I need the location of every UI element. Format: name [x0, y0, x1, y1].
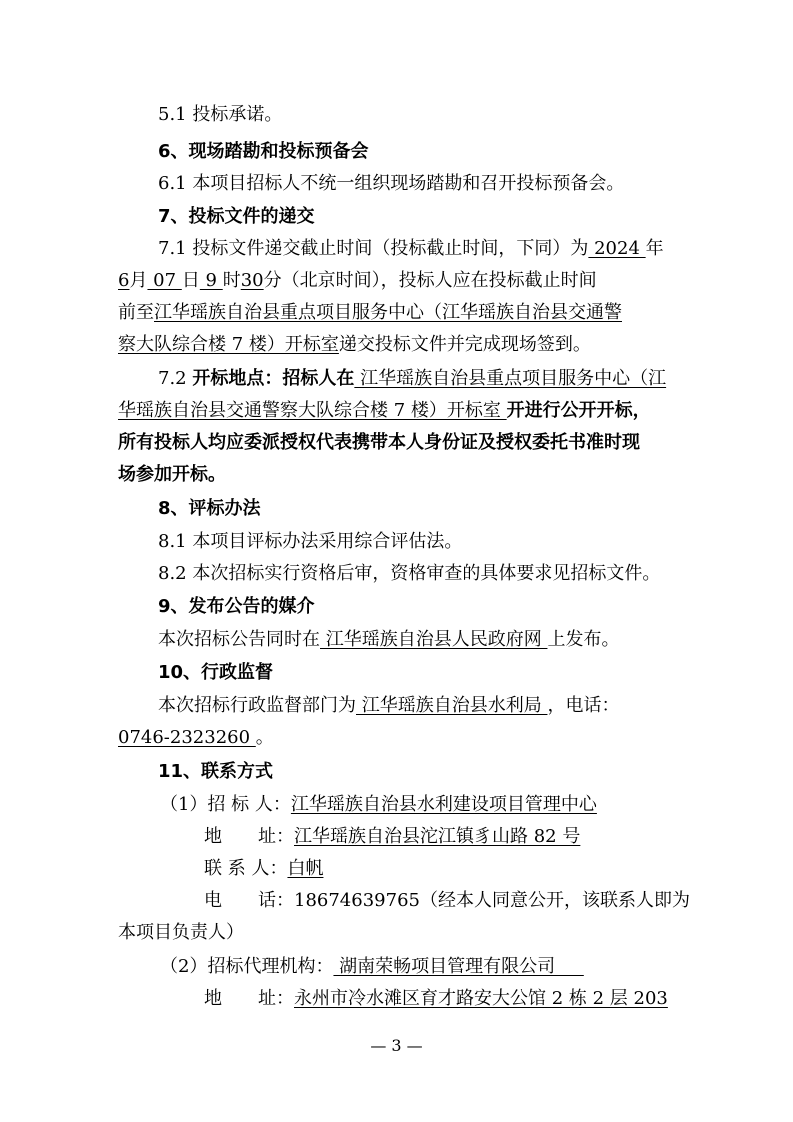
opening-venue-cont: 华瑶族自治县交通警察大队综合楼 7 楼）开标室: [118, 400, 507, 421]
section-8-1: 8.1 本项目评标办法采用综合评估法。: [158, 531, 463, 552]
section-7-1-line1: 7.1 投标文件递交截止时间（投标截止时间，下同）为 2024 年: [158, 238, 664, 259]
contact-tel: 18674639765（经本人同意公开，该联系人即为: [294, 890, 690, 911]
submission-venue-cont: 察大队综合楼 7 楼）开标室: [118, 334, 339, 355]
section-5-1: 5.1 投标承诺。: [158, 104, 283, 125]
heading-7: 7、投标文件的递交: [158, 206, 315, 227]
section-10-line2: 0746-2323260 。: [118, 727, 274, 748]
deadline-day: 07: [147, 270, 182, 291]
heading-10: 10、行政监督: [158, 662, 274, 683]
agency-address: 永州市冷水滩区育才路安大公馆 2 栋 2 层 203: [294, 988, 668, 1009]
deadline-minute: 30: [240, 270, 264, 291]
section-7-2-line3: 所有投标人均应委派授权代表携带本人身份证及授权委托书准时现: [118, 432, 640, 453]
section-9: 本次招标公告同时在 江华瑶族自治县人民政府网 上发布。: [158, 629, 620, 650]
agency-name: 湖南荣畅项目管理有限公司: [333, 956, 584, 977]
section-7-1-line4: 察大队综合楼 7 楼）开标室递交投标文件并完成现场签到。: [118, 334, 591, 355]
section-10-line1: 本次招标行政监督部门为 江华瑶族自治县水利局 ，电话：: [158, 695, 620, 716]
tenderer-address: 江华瑶族自治县沱江镇豸山路 82 号: [294, 826, 581, 847]
opening-venue: 江华瑶族自治县重点项目服务中心（江: [354, 368, 667, 389]
contact-tenderer-tel-cont: 本项目负责人）: [118, 922, 244, 943]
heading-6: 6、现场踏勘和投标预备会: [158, 141, 369, 162]
section-7-1-line2: 6月 07 日 9 时30分（北京时间），投标人应在投标截止时间: [118, 270, 597, 291]
contact-tenderer-tel: 电 话：18674639765（经本人同意公开，该联系人即为: [204, 890, 690, 911]
submission-venue: 江华瑶族自治县重点项目服务中心（江华瑶族自治县交通警: [154, 302, 622, 323]
publish-media: 江华瑶族自治县人民政府网: [320, 629, 548, 650]
page-number: — 3 —: [370, 1036, 423, 1055]
supervision-phone: 0746-2323260: [118, 727, 256, 748]
deadline-year: 2024: [588, 238, 646, 259]
section-7-2-line2: 华瑶族自治县交通警察大队综合楼 7 楼）开标室 开进行公开开标，: [118, 400, 651, 421]
tenderer-name: 江华瑶族自治县水利建设项目管理中心: [290, 794, 597, 815]
contact-agency-address: 地 址：永州市冷水滩区育才路安大公馆 2 栋 2 层 203: [204, 988, 668, 1009]
heading-9: 9、发布公告的媒介: [158, 596, 315, 617]
contact-tenderer-address: 地 址：江华瑶族自治县沱江镇豸山路 82 号: [204, 826, 581, 847]
heading-8: 8、评标办法: [158, 498, 261, 519]
section-7-1-line3: 前至江华瑶族自治县重点项目服务中心（江华瑶族自治县交通警: [118, 302, 622, 323]
section-8-2: 8.2 本次招标实行资格后审，资格审查的具体要求见招标文件。: [158, 563, 661, 584]
contact-tenderer: （1）招 标 人：江华瑶族自治县水利建设项目管理中心: [160, 794, 597, 815]
section-6-1: 6.1 本项目招标人不统一组织现场踏勘和召开投标预备会。: [158, 173, 625, 194]
contact-agency: （2）招标代理机构： 湖南荣畅项目管理有限公司: [160, 956, 584, 977]
section-7-2-line4: 场参加开标。: [118, 464, 226, 485]
supervision-dept: 江华瑶族自治县水利局: [356, 695, 548, 716]
contact-person: 白帆: [287, 858, 324, 879]
section-7-2-line1: 7.2 开标地点：招标人在 江华瑶族自治县重点项目服务中心（江: [158, 368, 667, 389]
contact-tenderer-person: 联 系 人：白帆: [204, 858, 324, 879]
deadline-hour: 9: [199, 270, 223, 291]
heading-11: 11、联系方式: [158, 761, 274, 782]
deadline-month: 6: [118, 270, 130, 291]
